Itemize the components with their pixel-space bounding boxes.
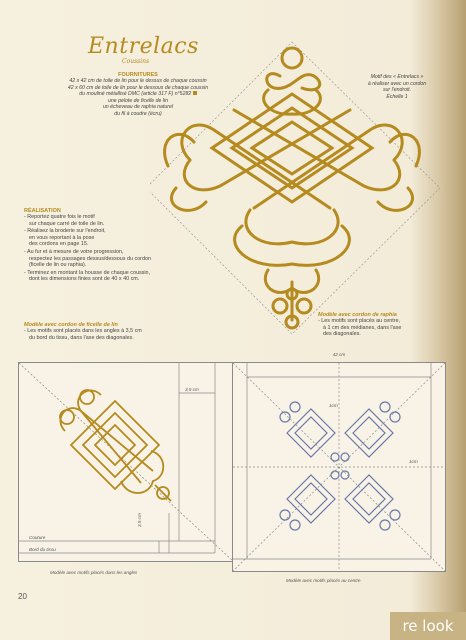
realisation-block <box>24 208 214 284</box>
realisation-step: - Au fur et à mesure de votre progression, respectez les passages dessus/dessous du cordon (ficelle de lin ou raphia). <box>24 248 151 269</box>
brand-watermark: re look <box>390 612 466 640</box>
supplies-line: un écheveau de raphia naturel <box>102 104 174 110</box>
supplies-line: du fil à coudre (écru) <box>114 110 162 117</box>
supplies-heading: FOURNITURES <box>118 72 158 78</box>
margin-dimension-vertical: 3,5 cm <box>137 513 142 527</box>
left-diagram-caption: Modèle avec motifs placés dans les angles <box>50 570 138 575</box>
page-title: Entrelacs <box>88 34 199 59</box>
model-raphia-heading: Modèle avec cordon de raphia <box>318 312 397 318</box>
motif-caption: Motif des « Entrelacs » à réaliser avec un cordon sur l'endroit. Échelle 1 <box>367 74 427 100</box>
page-number: 20 <box>18 592 27 601</box>
label-bord-tissu: Bord du tissu <box>29 547 56 552</box>
realisation-heading: RÉALISATION <box>24 208 61 214</box>
corner-diagram-drawing <box>19 363 233 561</box>
page-subtitle: Coussins <box>122 58 150 65</box>
supplies-line: 42 x 60 cm de toile de lin pour le dessous de chaque coussin <box>67 84 209 91</box>
width-dimension: 42 cm <box>332 352 346 357</box>
realisation-step: - Réalisez la broderie sur l'endroit, en vous reportant à la pose des cordons en page 15. <box>24 228 106 248</box>
margin-dimension: 3,5 cm <box>185 387 199 392</box>
diagram-corner-layout <box>18 362 234 562</box>
diagram-center-layout <box>232 362 446 572</box>
label-couture: Couture <box>29 535 46 540</box>
supplies-line: une pelote de ficelle de lin <box>108 97 168 104</box>
model-lin-heading: Modèle avec cordon de ficelle de lin <box>24 322 118 328</box>
center-diagram-drawing <box>233 363 445 571</box>
supplies-line: du mouliné métallisé DMC (article 317 F) n°5282 <box>38 91 238 98</box>
realisation-step: - Reportez quatre fois le motif sur chaque carré de toile de lin. <box>24 214 105 227</box>
entrelacs-motif-illustration <box>150 30 450 340</box>
supplies-line: 42 x 42 cm de toile de lin pour le dessus de chaque coussin <box>69 78 207 84</box>
gap-dimension: 1cm <box>409 459 418 464</box>
right-diagram-caption: Modèle avec motifs placés au centre <box>286 578 361 583</box>
model-lin-block: Modèle avec cordon de ficelle de lin - Les motifs sont placés dans les angles à 3,5 cm du bord du tissu, dans l'axe des diagonales. <box>24 322 224 341</box>
gap-dimension: 1cm <box>329 403 338 408</box>
model-raphia-block: Modèle avec cordon de raphia - Les motifs sont placés au centre, à 1 cm des médianes, dans l'axe des diagonales. <box>318 312 448 338</box>
realisation-step: - Terminez en montant la housse de chaque coussin, dont les dimensions finies sont de 40 x 40 cm. <box>24 269 151 283</box>
